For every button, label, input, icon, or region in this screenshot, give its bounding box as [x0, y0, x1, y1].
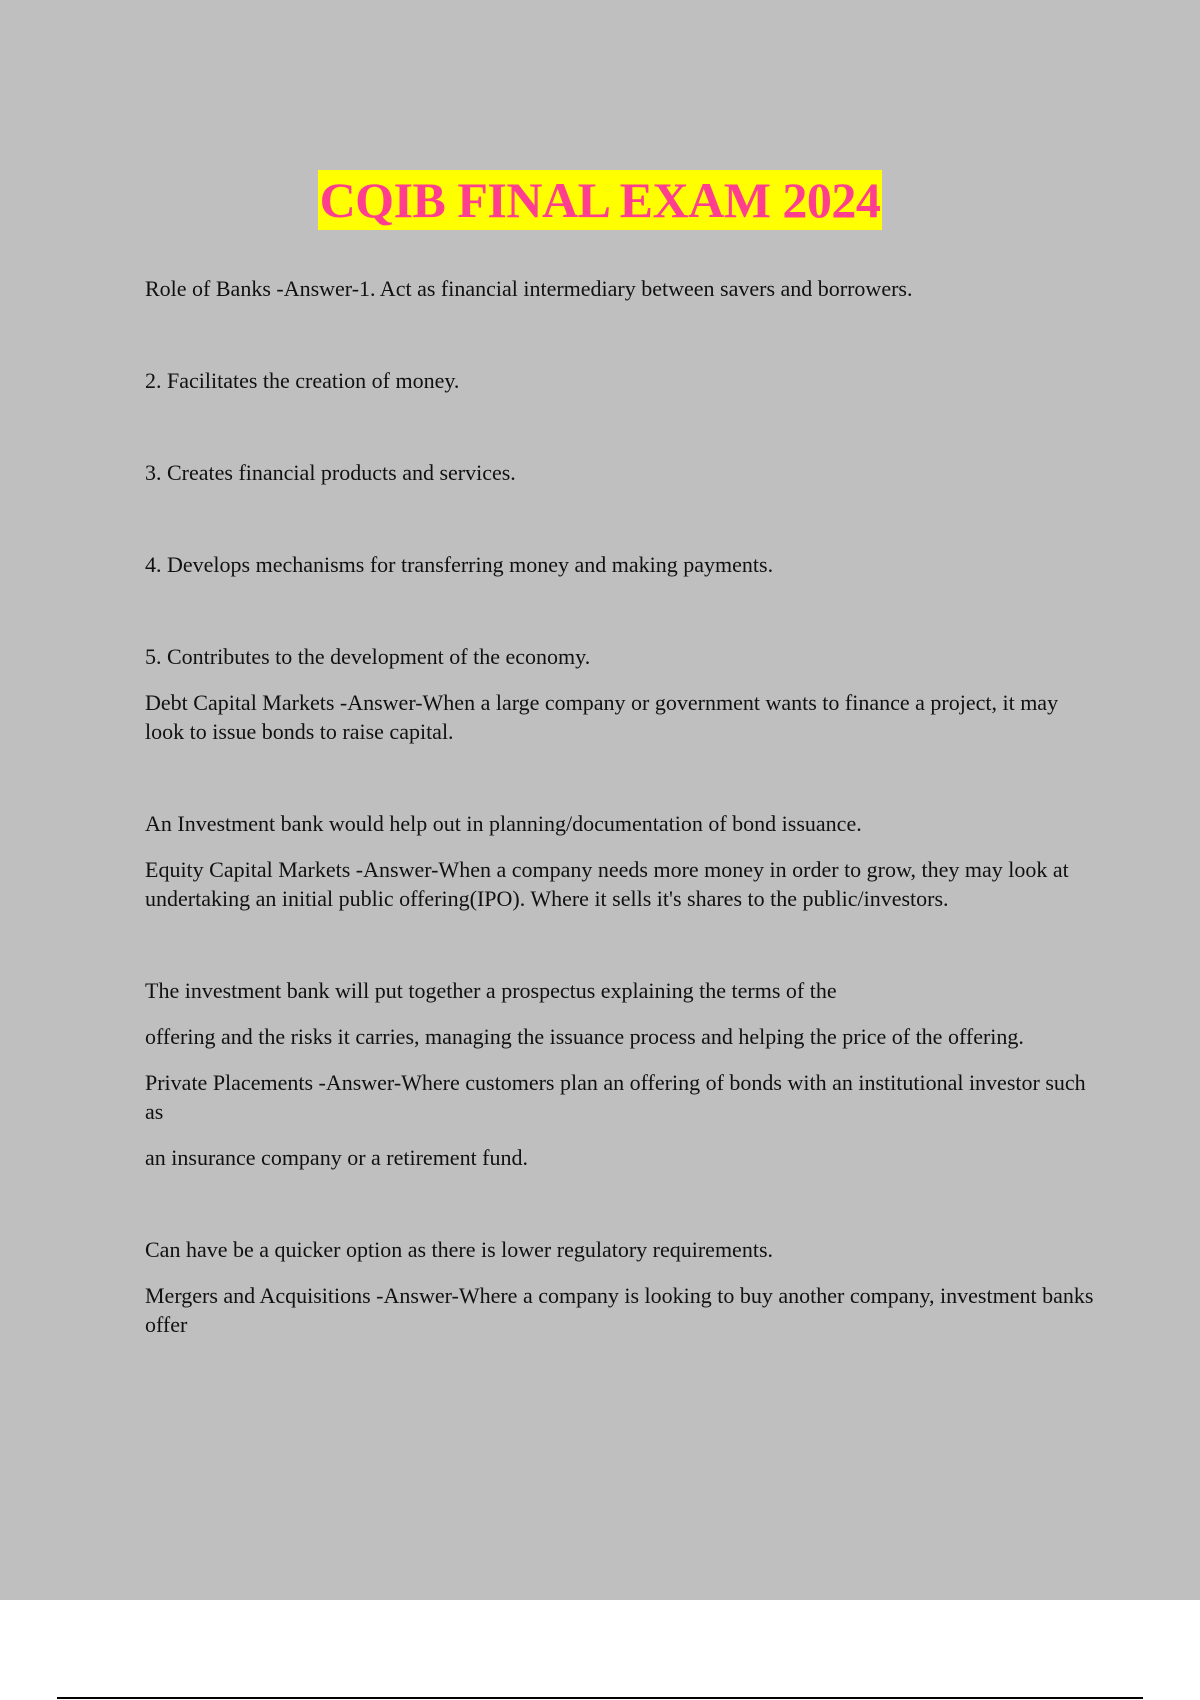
paragraph-item-5: 5. Contributes to the development of the economy.	[145, 644, 591, 669]
paragraph-role-of-banks: Role of Banks -Answer-1. Act as financial intermediary between savers and borrowers.	[145, 276, 913, 301]
paragraph-private-placements: Private Placements -Answer-Where customers plan an offering of bonds with an institutional investor such as	[145, 1070, 1086, 1124]
document-title: CQIB FINAL EXAM 2024	[319, 172, 881, 228]
document-body	[145, 274, 1095, 1339]
paragraph-insurance-company: an insurance company or a retirement fund.	[145, 1145, 529, 1170]
paragraph-quicker-option: Can have be a quicker option as there is lower regulatory requirements.	[145, 1237, 773, 1262]
paragraph-mergers-acquisitions: Mergers and Acquisitions -Answer-Where a company is looking to buy another company, investment banks offer	[145, 1283, 1094, 1337]
paragraph-equity-capital-markets: Equity Capital Markets -Answer-When a company needs more money in order to grow, they may look at undertaking an initial public offering(IPO). Where it sells it's shares to the public/investors.	[145, 857, 1069, 911]
title-container	[0, 170, 1200, 230]
paragraph-bond-issuance: An Investment bank would help out in planning/documentation of bond issuance.	[145, 811, 862, 836]
paragraph-item-3: 3. Creates financial products and services.	[145, 460, 516, 485]
paragraph-item-4: 4. Develops mechanisms for transferring money and making payments.	[145, 552, 774, 577]
paragraph-offering-risks: offering and the risks it carries, managing the issuance process and helping the price of the offering.	[145, 1024, 1024, 1049]
paragraph-item-2: 2. Facilitates the creation of money.	[145, 368, 460, 393]
paragraph-prospectus: The investment bank will put together a prospectus explaining the terms of the	[145, 978, 837, 1003]
paragraph-debt-capital-markets: Debt Capital Markets -Answer-When a large company or government wants to finance a project, it may look to issue bonds to raise capital.	[145, 690, 1059, 744]
footer-divider	[57, 1697, 1143, 1699]
